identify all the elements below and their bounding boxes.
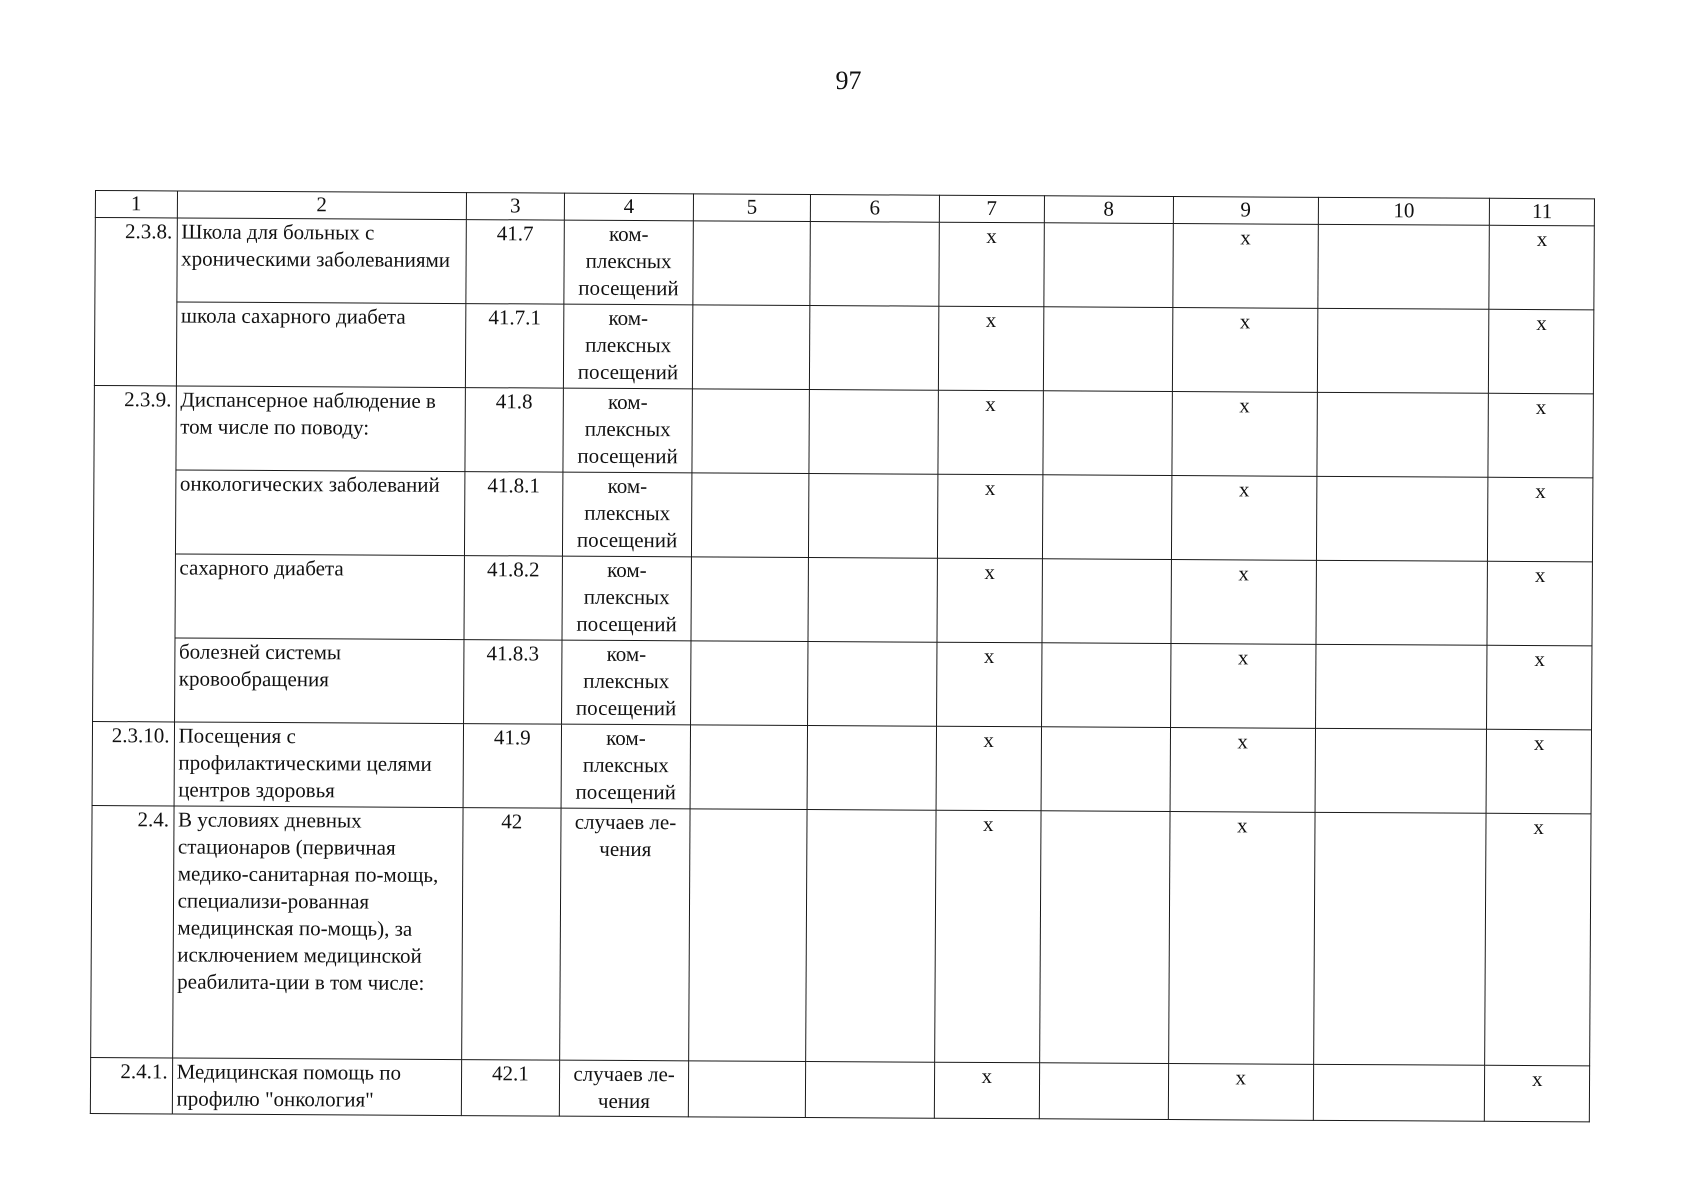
empty-cell: [810, 221, 940, 306]
row-number: 2.4.: [91, 805, 174, 1057]
empty-cell: [1042, 475, 1172, 560]
row-unit: ком-плексных посещений: [562, 472, 692, 557]
cell-x-col7: х: [934, 1062, 1039, 1119]
cell-x-col7: х: [939, 222, 1044, 307]
row-unit: ком-плексных посещений: [564, 220, 694, 305]
empty-cell: [1317, 224, 1489, 309]
empty-cell: [1043, 307, 1173, 392]
empty-cell: [807, 641, 937, 726]
column-header: 10: [1318, 197, 1490, 225]
empty-cell: [1313, 812, 1486, 1065]
cell-x-col9: х: [1169, 812, 1315, 1065]
empty-cell: [1041, 727, 1171, 812]
column-header: 2: [177, 191, 466, 220]
row-unit: ком-плексных посещений: [561, 640, 691, 725]
cell-x-col11: х: [1487, 645, 1592, 730]
empty-cell: [808, 473, 938, 558]
row-unit: ком-плексных посещений: [561, 724, 691, 809]
table-row: [93, 469, 1592, 561]
empty-cell: [1315, 728, 1487, 813]
row-unit: случаев ле-чения: [559, 808, 690, 1061]
row-code: 42: [462, 808, 561, 1061]
empty-cell: [805, 809, 936, 1062]
row-number: 2.4.1.: [90, 1057, 172, 1113]
row-code: 41.8.2: [464, 556, 562, 641]
empty-cell: [1317, 392, 1489, 477]
row-unit: случаев ле-чения: [559, 1060, 689, 1117]
cell-x-col11: х: [1488, 477, 1593, 562]
column-header: 11: [1490, 198, 1595, 226]
row-name: В условиях дневных стационаров (первичная медико-санитарная по-мощь, специализи-рованная медицинская по-мощь), за исключением медицинской реабилита-ции в том числе:: [172, 806, 463, 1060]
empty-cell: [1039, 1063, 1169, 1120]
cell-x-col11: х: [1487, 561, 1592, 646]
row-unit: ком-плексных посещений: [562, 556, 692, 641]
table-row: [90, 1057, 1589, 1121]
cell-x-col9: х: [1173, 224, 1318, 309]
cell-x-col7: х: [937, 558, 1042, 643]
empty-cell: [692, 473, 809, 558]
row-code: 41.7: [466, 220, 564, 305]
cell-x-col9: х: [1170, 728, 1315, 813]
empty-cell: [1315, 644, 1487, 729]
column-header: 1: [95, 191, 177, 218]
table-row: [95, 218, 1594, 310]
page-number: 97: [835, 66, 862, 95]
empty-cell: [693, 221, 810, 306]
cell-x-col11: х: [1489, 225, 1594, 310]
cell-x-col11: х: [1487, 729, 1592, 814]
cell-x-col7: х: [935, 810, 1041, 1063]
row-unit: ком-плексных посещений: [563, 304, 693, 389]
row-unit: ком-плексных посещений: [563, 388, 693, 473]
empty-cell: [1042, 391, 1172, 476]
empty-cell: [691, 641, 808, 726]
row-code: 41.7.1: [465, 304, 563, 389]
row-name: Медицинская помощь по профилю "онкология": [172, 1058, 462, 1116]
empty-cell: [689, 809, 807, 1062]
row-name: болезней системы кровообращения: [174, 638, 464, 724]
table-row: [94, 302, 1593, 394]
column-header: 3: [466, 193, 564, 221]
column-header: 7: [939, 195, 1044, 223]
column-header: 8: [1044, 196, 1174, 224]
cell-x-col7: х: [937, 642, 1042, 727]
row-name: Посещения с профилактическими целями центров здоровья: [174, 722, 464, 808]
cell-x-col11: х: [1485, 1065, 1590, 1122]
empty-cell: [805, 1061, 935, 1118]
cell-x-col9: х: [1171, 560, 1316, 645]
column-header: 5: [694, 194, 811, 222]
empty-cell: [1316, 560, 1488, 645]
row-number: 2.3.10.: [92, 721, 174, 805]
row-name: Диспансерное наблюдение в том числе по поводу:: [176, 386, 466, 472]
empty-cell: [1316, 476, 1488, 561]
table-row: [91, 805, 1591, 1065]
cell-x-col7: х: [936, 726, 1041, 811]
cell-x-col7: х: [938, 474, 1043, 559]
empty-cell: [692, 389, 809, 474]
row-number: 2.3.9.: [93, 385, 176, 721]
row-name: школа сахарного диабета: [176, 302, 466, 388]
row-code: 41.8.1: [464, 472, 562, 557]
row-name: сахарного диабета: [175, 554, 465, 640]
empty-cell: [809, 389, 939, 474]
cell-x-col11: х: [1488, 393, 1593, 478]
data-table: [90, 190, 1595, 1122]
row-code: 41.9: [463, 724, 561, 809]
row-code: 41.8.3: [463, 640, 561, 725]
cell-x-col9: х: [1171, 476, 1316, 561]
row-number: 2.3.8.: [94, 218, 177, 386]
row-code: 42.1: [461, 1060, 559, 1117]
empty-cell: [691, 557, 808, 642]
empty-cell: [1041, 559, 1171, 644]
cell-x-col7: х: [938, 306, 1043, 391]
cell-x-col9: х: [1170, 644, 1315, 729]
empty-cell: [689, 1061, 806, 1118]
empty-cell: [809, 305, 939, 390]
cell-x-col7: х: [938, 390, 1043, 475]
empty-cell: [1313, 1064, 1485, 1121]
row-name: Школа для больных с хроническими заболеваниями: [176, 218, 466, 304]
row-name: онкологических заболеваний: [175, 470, 465, 556]
cell-x-col9: х: [1172, 308, 1317, 393]
column-header: 4: [564, 193, 694, 221]
empty-cell: [808, 557, 938, 642]
empty-cell: [693, 305, 810, 390]
empty-cell: [690, 725, 807, 810]
empty-cell: [807, 725, 937, 810]
column-header: 9: [1173, 197, 1318, 225]
row-code: 41.8: [465, 388, 563, 473]
empty-cell: [1039, 811, 1170, 1064]
empty-cell: [1041, 643, 1171, 728]
table-row: [92, 721, 1591, 813]
empty-cell: [1317, 308, 1489, 393]
table-row: [93, 553, 1592, 645]
cell-x-col9: х: [1168, 1064, 1313, 1121]
table-row: [93, 637, 1592, 729]
empty-cell: [1043, 223, 1173, 308]
cell-x-col11: х: [1489, 309, 1594, 394]
cell-x-col9: х: [1172, 392, 1317, 477]
cell-x-col11: х: [1485, 813, 1591, 1066]
table-row: [94, 385, 1593, 477]
column-header: 6: [810, 194, 940, 222]
